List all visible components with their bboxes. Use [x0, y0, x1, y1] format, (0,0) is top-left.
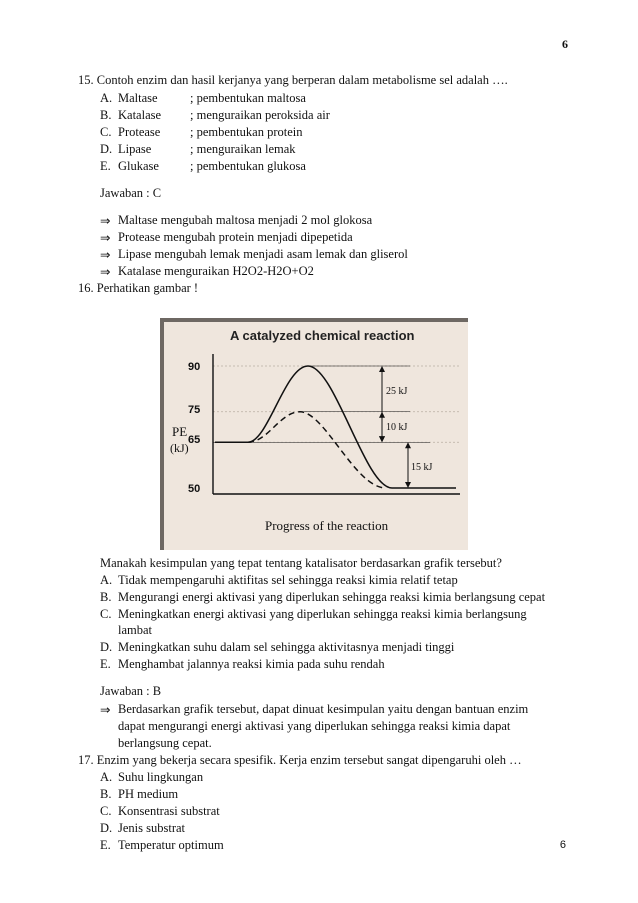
q15-explanation-4: Katalase menguraikan H2O2-H2O+O2 — [118, 264, 314, 278]
q16-option-b-letter: B. — [100, 590, 112, 604]
question-15-text: 15. Contoh enzim dan hasil kerjanya yang berperan dalam metabolisme sel adalah …. — [78, 73, 508, 87]
q15-option-d-letter: D. — [100, 142, 113, 156]
q15-option-d-desc: ; menguraikan lemak — [190, 142, 296, 156]
q15-explanation-3: Lipase mengubah lemak menjadi asam lemak dan gliserol — [118, 247, 408, 261]
y-axis-label-pe: PE — [172, 424, 188, 439]
q16-answer: Jawaban : B — [100, 684, 162, 698]
q15-option-a-letter: A. — [100, 91, 113, 105]
arrow-icon: ⇒ — [100, 703, 111, 717]
q16-explanation-line-2: dapat mengurangi energi aktivasi yang diperlukan sehingga reaksi kimia dapat — [118, 719, 511, 733]
arrow-icon: ⇒ — [100, 214, 111, 228]
q15-option-b-letter: B. — [100, 108, 112, 122]
q17-option-e-text: Temperatur optimum — [118, 838, 224, 852]
q16-option-e-letter: E. — [100, 657, 111, 671]
y-tick-75: 75 — [188, 404, 201, 416]
arrow-icon: ⇒ — [100, 248, 111, 262]
arrow-icon: ⇒ — [100, 231, 111, 245]
q17-option-a-text: Suhu lingkungan — [118, 770, 204, 784]
x-axis-label: Progress of the reaction — [265, 518, 389, 533]
q16-option-e-text: Menghambat jalannya reaksi kimia pada suhu rendah — [118, 657, 385, 671]
q15-explanation-1: Maltase mengubah maltosa menjadi 2 mol glokosa — [118, 213, 373, 227]
chart-left-bar — [160, 318, 164, 550]
q16-option-b-text: Mengurangi energi aktivasi yang diperlukan sehingga reaksi kimia berlangsung cepat — [118, 590, 546, 604]
question-17-text: 17. Enzim yang bekerja secara spesifik. Kerja enzim tersebut sangat dipengaruhi oleh … — [78, 753, 522, 767]
q16-option-d-text: Meningkatkan suhu dalam sel sehingga aktivitasnya menjadi tinggi — [118, 640, 455, 654]
page-number-top: 6 — [562, 37, 568, 51]
q16-option-a-letter: A. — [100, 573, 113, 587]
y-tick-90: 90 — [188, 361, 201, 373]
page-number-bottom: 6 — [559, 839, 566, 851]
q15-answer: Jawaban : C — [100, 186, 162, 200]
q15-option-a-name: Maltase — [118, 91, 158, 105]
annotation-10kj: 10 kJ — [386, 422, 408, 433]
q17-option-d-text: Jenis substrat — [118, 821, 186, 835]
q15-option-c-letter: C. — [100, 125, 112, 139]
q15-option-d-name: Lipase — [118, 142, 152, 156]
y-tick-65: 65 — [188, 434, 201, 446]
chart-background — [160, 318, 468, 550]
q17-option-c-text: Konsentrasi substrat — [118, 804, 220, 818]
chart-top-bar — [160, 318, 468, 322]
q15-option-b-name: Katalase — [118, 108, 162, 122]
q17-option-a-letter: A. — [100, 770, 113, 784]
q17-option-c-letter: C. — [100, 804, 112, 818]
chart-title: A catalyzed chemical reaction — [230, 328, 415, 343]
q16-option-d-letter: D. — [100, 640, 113, 654]
q17-option-b-text: PH medium — [118, 787, 179, 801]
q15-option-e-desc: ; pembentukan glukosa — [190, 159, 306, 173]
question-16-text: 16. Perhatikan gambar ! — [78, 281, 199, 295]
q16-option-a-text: Tidak mempengaruhi aktifitas sel sehingga reaksi kimia relatif tetap — [118, 573, 458, 587]
q15-option-c-desc: ; pembentukan protein — [190, 125, 303, 139]
question-16-prompt: Manakah kesimpulan yang tepat tentang katalisator berdasarkan grafik tersebut? — [100, 556, 502, 570]
q15-option-a-desc: ; pembentukan maltosa — [190, 91, 306, 105]
q15-explanation-2: Protease mengubah protein menjadi dipepetida — [118, 230, 353, 244]
y-axis-label-unit: (kJ) — [170, 441, 189, 455]
q15-option-b-desc: ; menguraikan peroksida air — [190, 108, 330, 122]
q16-option-c-text-cont: lambat — [118, 623, 153, 637]
q17-option-b-letter: B. — [100, 787, 112, 801]
annotation-25kj: 25 kJ — [386, 386, 408, 397]
q16-option-c-letter: C. — [100, 607, 112, 621]
q16-explanation-line-3: berlangsung cepat. — [118, 736, 212, 750]
energy-profile-chart — [160, 318, 468, 550]
q17-option-d-letter: D. — [100, 821, 113, 835]
q15-option-e-letter: E. — [100, 159, 111, 173]
q16-explanation-line-1: Berdasarkan grafik tersebut, dapat dinuat kesimpulan yaitu dengan bantuan enzim — [118, 702, 529, 716]
q16-option-c-text: Meningkatkan energi aktivasi yang diperlukan sehingga reaksi kimia berlangsung — [118, 607, 527, 621]
q15-option-c-name: Protease — [118, 125, 161, 139]
q15-option-e-name: Glukase — [118, 159, 159, 173]
annotation-15kj: 15 kJ — [411, 462, 433, 473]
arrow-icon: ⇒ — [100, 265, 111, 279]
q17-option-e-letter: E. — [100, 838, 111, 852]
y-tick-50: 50 — [188, 483, 201, 495]
